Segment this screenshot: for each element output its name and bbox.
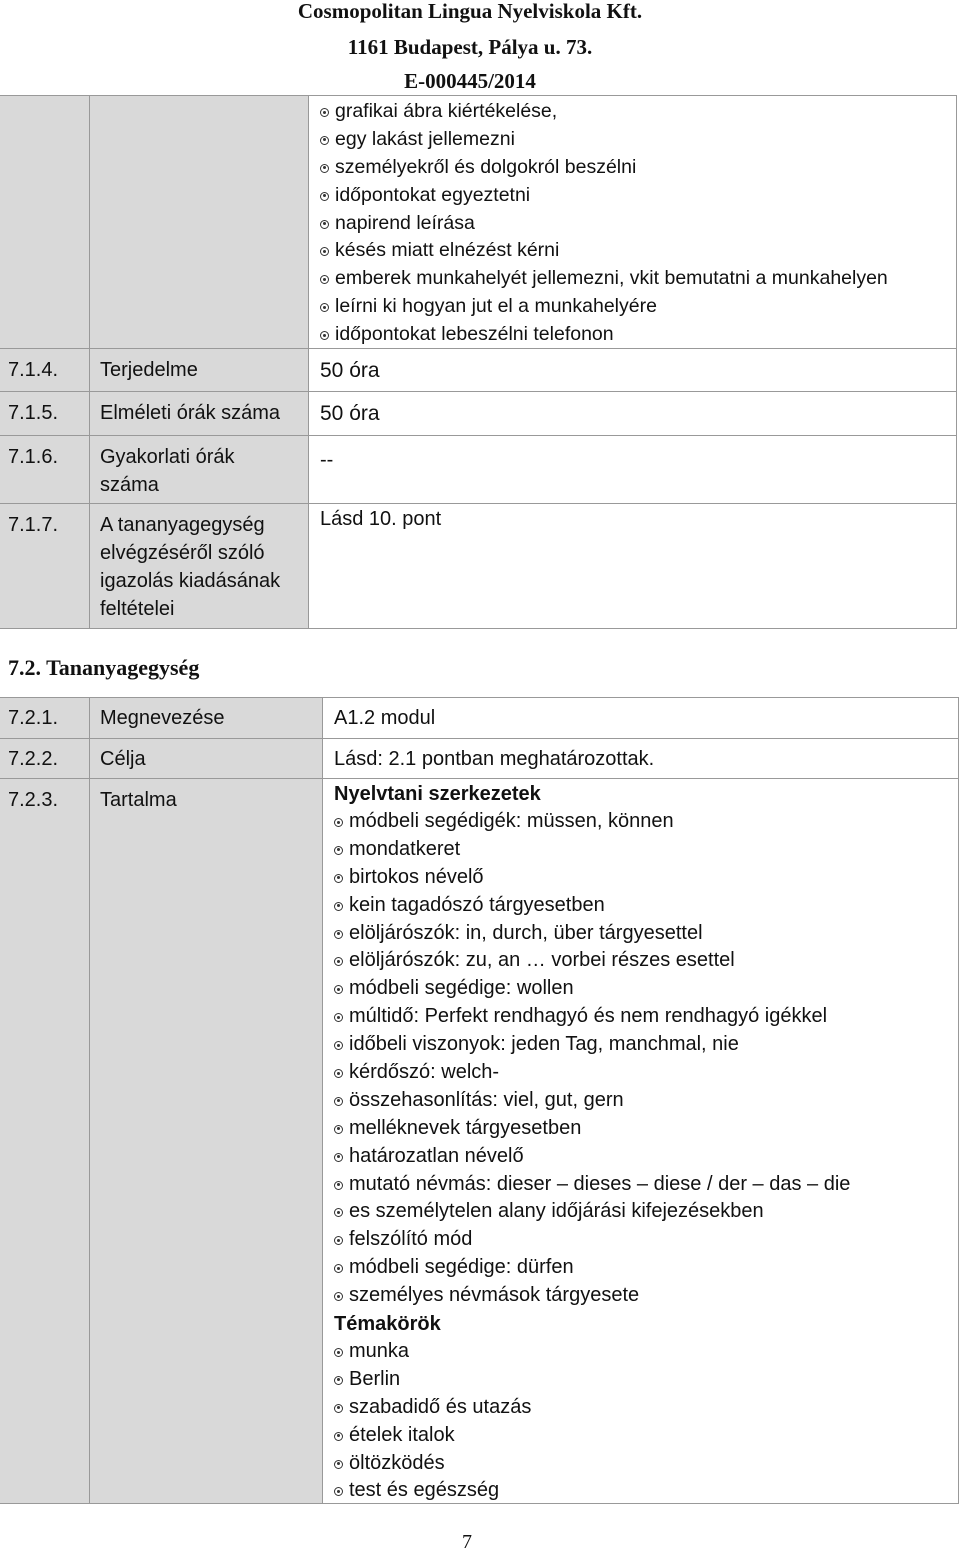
list-item: késés miatt elnézést kérni [320,237,888,265]
circle-bullet-icon [334,846,343,855]
row-number: 7.2.1. [8,707,59,729]
list-item: munka [334,1338,531,1366]
list-item: kein tagadószó tárgyesetben [334,892,850,920]
circle-bullet-icon [320,164,329,173]
row-label: Terjedelme [100,359,198,381]
table1-col-divider-1 [89,95,90,629]
list-item: módbeli segédige: wollen [334,975,850,1003]
circle-bullet-icon [334,1376,343,1385]
circle-bullet-icon [334,1181,343,1190]
circle-bullet-icon [334,1069,343,1078]
grammar-heading: Nyelvtani szerkezetek [334,783,541,805]
company-address: 1161 Budapest, Pálya u. 73. [347,35,593,59]
circle-bullet-icon [320,136,329,145]
list-item: mondatkeret [334,836,850,864]
circle-bullet-icon [320,247,329,256]
registration-number: E-000445/2014 [404,69,536,93]
list-item: öltözködés [334,1450,531,1478]
circle-bullet-icon [334,1097,343,1106]
table1-goals-list [320,98,888,349]
row-number: 7.2.2. [8,748,59,770]
list-item: időpontokat egyeztetni [320,182,888,210]
circle-bullet-icon [320,275,329,284]
circle-bullet-icon [334,1153,343,1162]
row-value: A1.2 modul [334,707,436,729]
circle-bullet-icon [334,1236,343,1245]
circle-bullet-icon [334,985,343,994]
company-name: Cosmopolitan Lingua Nyelviskola Kft. [297,0,643,23]
row-value: 50 óra [320,402,380,425]
circle-bullet-icon [334,1208,343,1217]
page-number: 7 [462,1531,472,1553]
row-value: Lásd 10. pont [320,508,442,530]
list-item: napirend leírása [320,210,888,238]
circle-bullet-icon [334,874,343,883]
list-item: elöljárószók: zu, an … vorbei részes esettel [334,947,850,975]
circle-bullet-icon [334,1487,343,1496]
grammar-list [334,808,850,1310]
list-item: Berlin [334,1366,531,1394]
row-label: Elméleti órák száma [100,402,281,424]
circle-bullet-icon [334,1013,343,1022]
list-item: összehasonlítás: viel, gut, gern [334,1087,850,1115]
table1-row-divider [0,391,956,392]
circle-bullet-icon [320,192,329,201]
circle-bullet-icon [334,1041,343,1050]
table2-row-divider [0,738,958,739]
circle-bullet-icon [334,818,343,827]
row-value: -- [320,449,334,471]
circle-bullet-icon [334,1460,343,1469]
circle-bullet-icon [334,1432,343,1441]
topics-heading: Témakörök [334,1313,441,1335]
section-title: 7.2. Tananyagegység [8,655,200,680]
list-item: melléknevek tárgyesetben [334,1115,850,1143]
table1-row-divider [0,503,956,504]
list-item: egy lakást jellemezni [320,126,888,154]
list-item: időpontokat lebeszélni telefonon [320,321,888,349]
list-item: időbeli viszonyok: jeden Tag, manchmal, nie [334,1031,850,1059]
circle-bullet-icon [320,220,329,229]
row-label: A tananyagegység elvégzéséről szóló igazolás kiadásának feltételei [100,514,281,620]
circle-bullet-icon [320,108,329,117]
topics-list [334,1338,531,1505]
list-item: múltidő: Perfekt rendhagyó és nem rendhagyó igékkel [334,1003,850,1031]
circle-bullet-icon [334,1264,343,1273]
row-value: 50 óra [320,359,380,382]
list-item: elöljárószók: in, durch, über tárgyesettel [334,920,850,948]
circle-bullet-icon [320,303,329,312]
list-item: felszólító mód [334,1226,850,1254]
circle-bullet-icon [334,957,343,966]
circle-bullet-icon [334,930,343,939]
list-item: személyes névmások tárgyesete [334,1282,850,1310]
row-label: Tartalma [100,789,177,811]
list-item: szabadidő és utazás [334,1394,531,1422]
table1-row-divider [0,435,956,436]
circle-bullet-icon [334,902,343,911]
list-item: test és egészség [334,1477,531,1505]
circle-bullet-icon [334,1404,343,1413]
table2-col-divider-1 [89,697,90,1504]
circle-bullet-icon [320,331,329,340]
list-item: kérdőszó: welch- [334,1059,850,1087]
row-label: Megnevezése [100,707,225,729]
row-value: Lásd: 2.1 pontban meghatározottak. [334,748,655,770]
list-item: ételek italok [334,1422,531,1450]
table2-col-divider-2 [322,697,323,1504]
row-label: Célja [100,748,146,770]
row-number: 7.1.5. [8,402,59,424]
row-number: 7.1.7. [8,514,59,536]
list-item: mutató névmás: dieser – dieses – diese / der – das – die [334,1171,850,1199]
circle-bullet-icon [334,1125,343,1134]
list-item: személyekről és dolgokról beszélni [320,154,888,182]
list-item: birtokos névelő [334,864,850,892]
list-item: emberek munkahelyét jellemezni, vkit bemutatni a munkahelyen [320,265,888,293]
row-label: Gyakorlati órák száma [100,446,235,496]
table1-col-divider-2 [308,95,309,629]
row-number: 7.1.4. [8,359,59,381]
table2-row-divider [0,778,958,779]
list-item: módbeli segédige: dürfen [334,1254,850,1282]
circle-bullet-icon [334,1292,343,1301]
circle-bullet-icon [334,1348,343,1357]
row-number: 7.2.3. [8,789,59,811]
list-item: módbeli segédigék: müssen, können [334,808,850,836]
row-number: 7.1.6. [8,446,59,468]
list-item: határozatlan névelő [334,1143,850,1171]
list-item: leírni ki hogyan jut el a munkahelyére [320,293,888,321]
list-item: es személytelen alany időjárási kifejezésekben [334,1198,850,1226]
list-item: grafikai ábra kiértékelése, [320,98,888,126]
